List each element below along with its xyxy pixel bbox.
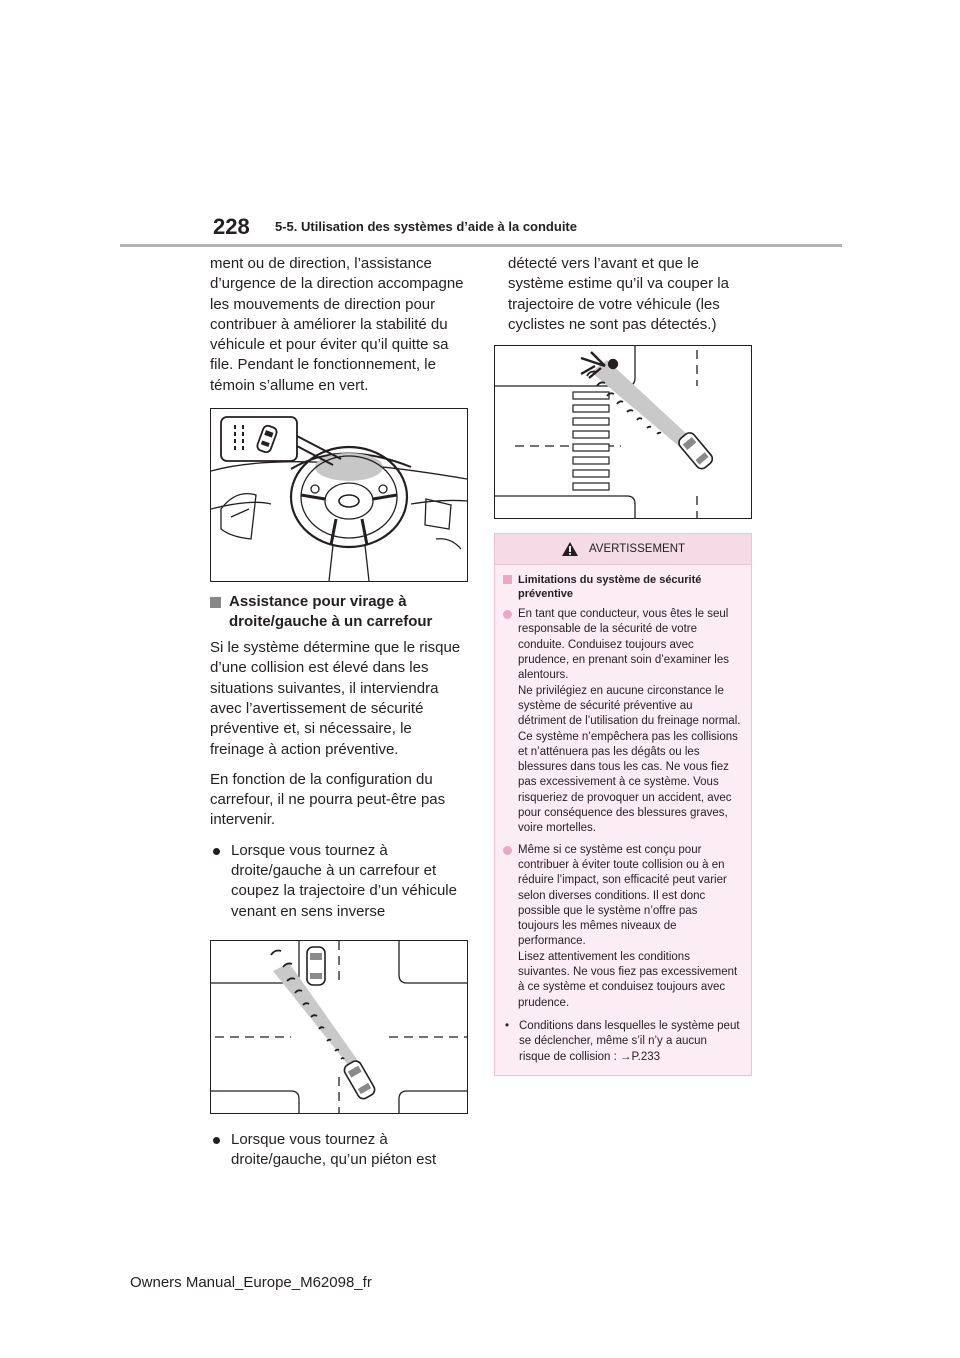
dashboard-figure [210, 408, 468, 582]
paragraph-pedestrian-detected: détecté vers l’avant et que le système estime qu’il va couper la trajectoire de votre véhicule (les cyclistes ne sont pas détectés.) [508, 255, 729, 333]
section-square-icon [210, 597, 221, 608]
warning-header [495, 534, 751, 565]
warning-triangle-icon [561, 541, 579, 557]
warning-note-text: Conditions dans lesquelles le système peut se déclencher, même s’il n’y a aucun risque de collision : →P.233 [519, 1019, 740, 1063]
warning-box [494, 533, 752, 1076]
bullet-text: Lorsque vous tournez à droite/gauche, qu’un piéton est [231, 1130, 437, 1169]
bullet-text: Lorsque vous tournez à droite/gauche à un carrefour et coupez la trajectoire d’un véhicule venant en sens inverse [231, 841, 457, 920]
paragraph-intersection-config: En fonction de la configuration du carrefour, il ne pourra peut-être pas intervenir. [210, 770, 446, 829]
pedestrian-figure [494, 345, 752, 519]
bullet-circle-icon [503, 610, 512, 619]
bullet-dot-icon [213, 1137, 220, 1144]
warning-item-text: Même si ce système est conçu pour contribuer à éviter toute collision ou à en réduire l’impact, son efficacité peut varier selon diverses conditions. Il est donc possible que le système n’offre pas toujours les mêmes niveaux de performance. Lisez attentivement les conditions suivantes. Ne vous fiez pas excessivement à ce système et conduisez toujours avec prudence. [518, 843, 738, 1009]
warning-item-driver-responsibility [503, 607, 741, 836]
paragraph-collision-risk: Si le système détermine que le risque d’une collision est élevé dans les situations suivantes, il interviendra avec l’avertissement de sécurité préventive et, si nécessaire, le freinage à action préventive. [210, 639, 461, 758]
note-bullet: • [505, 1019, 510, 1032]
bullet-pedestrian [210, 1130, 470, 1171]
warning-item-effectiveness [503, 843, 741, 1011]
header-rule [120, 244, 842, 247]
right-column [505, 254, 752, 1076]
subheading-text: Assistance pour virage à droite/gauche à un carrefour [229, 593, 433, 631]
left-column [210, 254, 470, 1183]
warning-heading-text: Limitations du système de sécurité préventive [518, 574, 702, 601]
warning-heading [503, 573, 741, 601]
oncoming-vehicle-figure [210, 940, 468, 1114]
footer-manual-id: Owners Manual_Europe_M62098_fr [130, 1274, 372, 1291]
warning-body [495, 565, 751, 1075]
bullet-circle-icon [503, 846, 512, 855]
bullet-dot-icon [213, 848, 220, 855]
warning-title: AVERTISSEMENT [588, 543, 686, 556]
section-square-icon [503, 575, 512, 584]
section-title: 5-5. Utilisation des systèmes d’aide à la conduite [275, 219, 577, 234]
bullet-oncoming-vehicle [210, 841, 470, 922]
paragraph-steering-assist: ment ou de direction, l’assistance d’urgence de la direction accompagne les mouvements de direction pour contribuer à améliorer la stabilité du véhicule et pour éviter qu’il quitte sa file. Pendant le fonctionnement, le témoin s’allume en vert. [210, 255, 464, 394]
page-number: 228 [213, 214, 250, 239]
subheading-turn-assist [210, 592, 470, 632]
warning-note [503, 1019, 741, 1065]
warning-item-text: En tant que conducteur, vous êtes le seul responsable de la sécurité de votre conduite. Conduisez toujours avec prudence, en prenant soin d’examiner les alentours. Ne privilégiez en aucune circonstance le système de sécurité préventive au détriment de l’utilisation du freinage normal. Ce système n’empêchera pas les collisions et n’atténuera pas les dégâts ou les blessures dans tous les cas. Ne vous fiez pas excessivement à ce système. Vous risqueriez de provoquer un accident, avec pour conséquence des blessures graves, voire mortelles. [518, 608, 741, 835]
